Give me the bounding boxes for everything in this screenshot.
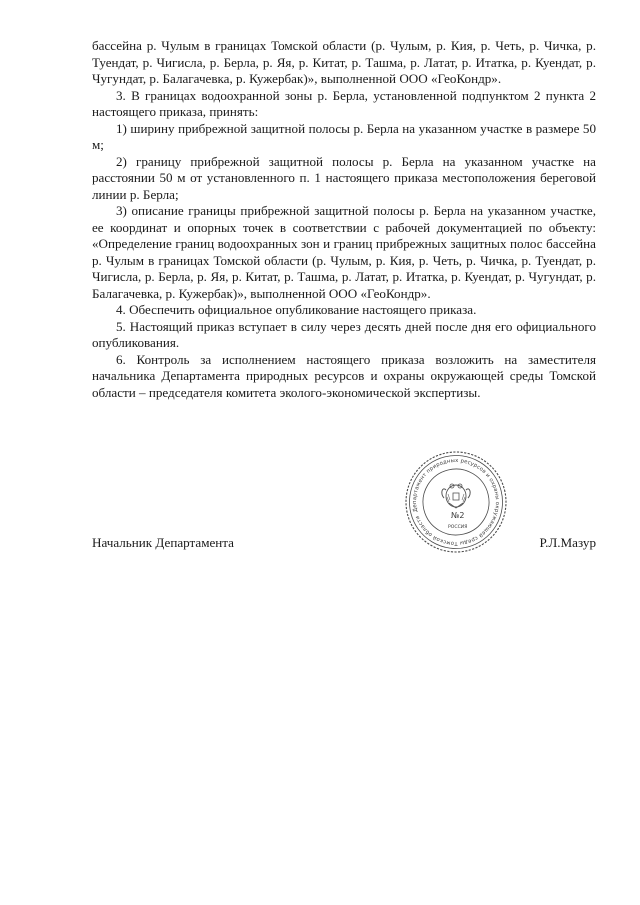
document-body — [92, 38, 596, 401]
eagle-emblem-icon — [442, 484, 470, 508]
signatory-position: Начальник Департамента — [92, 535, 234, 550]
paragraph-continuation: бассейна р. Чулым в границах Томской области (р. Чулым, р. Кия, р. Четь, р. Чичка, р. Туендат, р. Чигисла, р. Берла, р. Яя, р. Китат, р. Ташма, р. Латат, р. Итатка, р. Куендат, р. Чугундат, р. Балагачевка, р. Кужербак)», выполненной ООО «ГеоКондр». — [92, 38, 596, 86]
official-seal — [402, 450, 510, 554]
signatory-name: Р.Л.Мазур — [539, 535, 596, 550]
paragraph-subitem-2: 2) границу прибрежной защитной полосы р. Берла на указанном участке на расстоянии 50 м от установленного п. 1 настоящего приказа местоположения береговой линии р. Берла; — [92, 153, 596, 202]
paragraph-item-6: 6. Контроль за исполнением настоящего приказа возложить на заместителя начальника Департамента природных ресурсов и охраны окружающей среды Томской области – председателя комитета эколого-экономической экспертизы. — [92, 351, 596, 400]
paragraph-subitem-3: 3) описание границы прибрежной защитной полосы р. Берла на указанном участке, ее координат и опорных точек в соответствии с рабочей документацией по объекту: «Определение границ водоохранных зон и границ прибрежных защитных полос бассейна р. Чулым в границах Томской области (р. Чулым, р. Кия, р. Четь, р. Чичка, р. Туендат, р. Чигисла, р. Берла, р. Яя, р. Китат, р. Ташма, р. Латат, р. Итатка, р. Куендат, р. Чугундат, р. Балагачевка, р. Кужербак)», выполненной ООО «ГеоКондр». — [92, 203, 596, 301]
seal-bottom-text: РОССИЯ — [448, 525, 468, 530]
seal-number: №2 — [451, 511, 465, 520]
paragraph-item-4: 4. Обеспечить официальное опубликование настоящего приказа. — [116, 302, 477, 317]
seal-ring-text: Департамент природных ресурсов и охраны окружающей среды Томской области — [411, 457, 501, 547]
paragraph-subitem-1: 1) ширину прибрежной защитной полосы р. Берла на указанном участке в размере 50 м; — [92, 120, 596, 152]
paragraph-item-3: 3. В границах водоохранной зоны р. Берла, установленной подпунктом 2 пункта 2 настоящего приказа, принять: — [92, 87, 596, 119]
paragraph-item-5: 5. Настоящий приказ вступает в силу через десять дней после дня его официального опубликования. — [92, 318, 596, 350]
